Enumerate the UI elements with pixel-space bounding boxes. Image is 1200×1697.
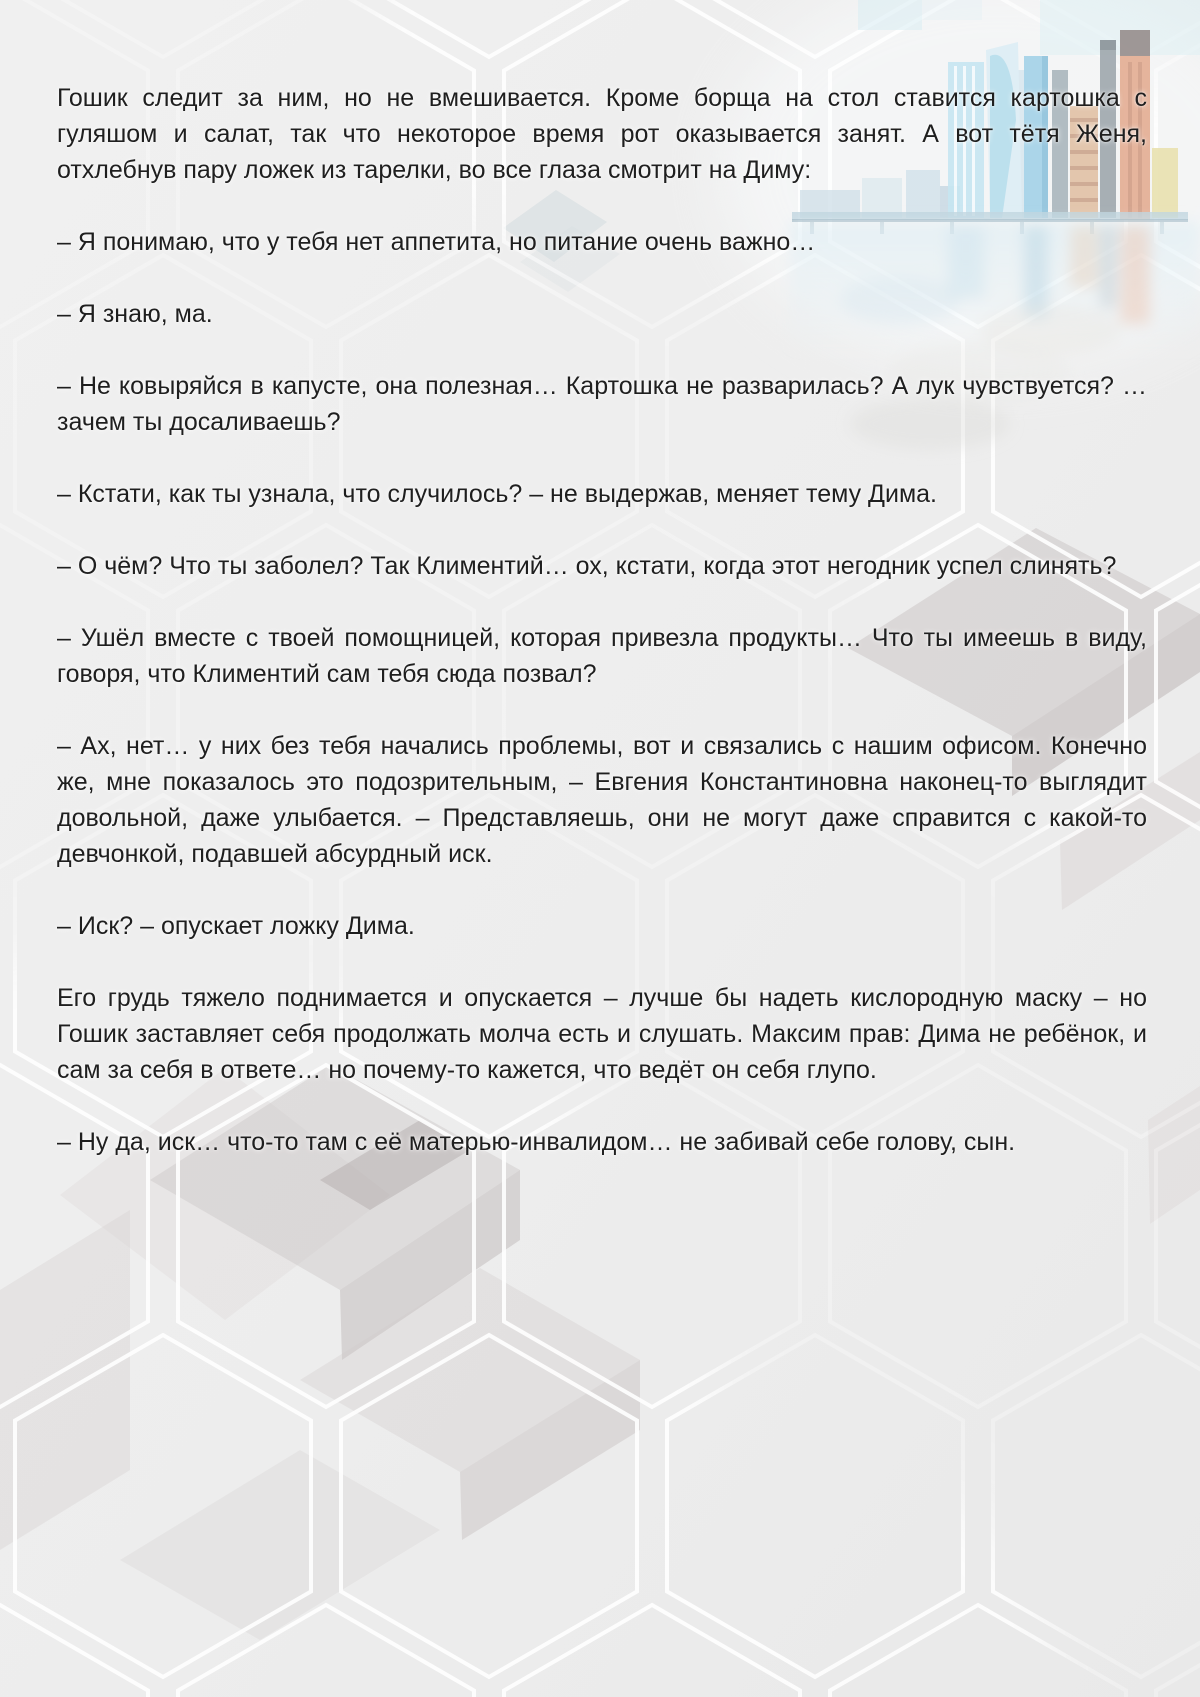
paragraph: – Ах, нет… у них без тебя начались проблемы, вот и связались с нашим офисом. Конечно же, мне показалось это подозрительным, – Евгения Константиновна наконец-то выглядит довольной, даже улыбается. – Представляешь, они не могут даже справится с какой-то девчонкой, подавшей абсурдный иск.: [57, 732, 1147, 868]
paragraph: – Я знаю, ма.: [57, 300, 213, 328]
paragraph: – Не ковыряйся в капусте, она полезная… Картошка не разварилась? А лук чувствуется? …зачем ты досаливаешь?: [57, 372, 1147, 436]
paragraph: Гошик следит за ним, но не вмешивается. Кроме борща на стол ставится картошка с гуляшом и салат, так что некоторое время рот оказывается занят. А вот тётя Женя, отхлебнув пару ложек из тарелки, во все глаза смотрит на Диму:: [57, 84, 1147, 184]
paragraph: – Кстати, как ты узнала, что случилось? – не выдержав, меняет тему Дима.: [57, 480, 937, 508]
page-text-column: [57, 80, 1147, 1160]
paragraph: – Иск? – опускает ложку Дима.: [57, 912, 415, 940]
paragraph: – О чём? Что ты заболел? Так Климентий… ох, кстати, когда этот негодник успел слинять?: [57, 552, 1117, 580]
paragraph: – Я понимаю, что у тебя нет аппетита, но питание очень важно…: [57, 228, 816, 256]
paragraph: Его грудь тяжело поднимается и опускается – лучше бы надеть кислородную маску – но Гошик заставляет себя продолжать молча есть и слушать. Максим прав: Дима не ребёнок, и сам за себя в ответе… но почему-то кажется, что ведёт он себя глупо.: [57, 984, 1147, 1084]
paragraph: – Ну да, иск… что-то там с её матерью-инвалидом… не забивай себе голову, сын.: [57, 1128, 1016, 1156]
paragraph: – Ушёл вместе с твоей помощницей, которая привезла продукты… Что ты имеешь в виду, говоря, что Климентий сам тебя сюда позвал?: [57, 624, 1147, 688]
